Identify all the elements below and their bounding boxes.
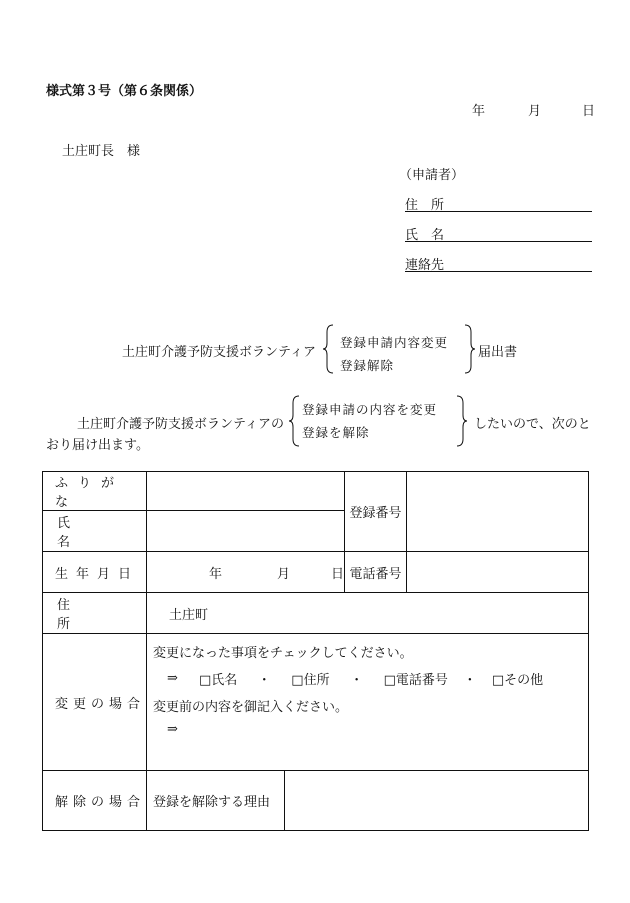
notification-table bbox=[42, 471, 589, 831]
cancel-label-cell bbox=[43, 771, 147, 831]
change-instruction: 変更になった事項をチェックしてください。 bbox=[153, 646, 413, 661]
cancel-label: 解除の場合 bbox=[55, 795, 146, 810]
address-input[interactable] bbox=[147, 593, 589, 634]
title-option-cancel: 登録解除 bbox=[340, 358, 395, 373]
body-prefix: 土庄町介護予防支援ボランティアの bbox=[77, 417, 284, 432]
change-arrow-icon: ⇒ bbox=[167, 670, 178, 686]
prev-instruction: 変更前の内容を御記入ください。 bbox=[153, 700, 349, 715]
option-separator: ・ bbox=[257, 672, 271, 688]
prev-arrow-icon: ⇒ bbox=[167, 722, 178, 737]
title-option-change: 登録申請内容変更 bbox=[340, 335, 449, 350]
dob-input[interactable] bbox=[147, 552, 345, 593]
body-line2: おり届け出ます。 bbox=[46, 438, 149, 453]
form-number: 様式第３号（第６条関係） bbox=[46, 84, 203, 99]
option-separator: ・ bbox=[463, 672, 477, 688]
applicant-heading: （申請者） bbox=[399, 168, 465, 183]
applicant-address-field[interactable] bbox=[405, 194, 592, 212]
cancel-reason-label-cell bbox=[147, 771, 285, 831]
dob-day-label: 日 bbox=[331, 567, 345, 582]
address-label: 住所 bbox=[57, 598, 113, 632]
applicant-contact-field[interactable] bbox=[405, 254, 592, 272]
title-right-brace-icon bbox=[462, 324, 476, 374]
name-label-cell bbox=[43, 511, 147, 552]
address-value: 土庄町 bbox=[169, 607, 209, 623]
dob-label: 生年月日 bbox=[55, 566, 140, 582]
reg-no-label-cell bbox=[345, 472, 407, 552]
change-option-address[interactable]: □住所 bbox=[291, 672, 330, 688]
reg-no-label: 登録番号 bbox=[349, 506, 402, 521]
phone-label-cell bbox=[345, 552, 407, 593]
applicant-name-field[interactable] bbox=[405, 224, 592, 242]
applicant-contact-label: 連絡先 bbox=[405, 258, 445, 273]
phone-input[interactable] bbox=[407, 552, 589, 593]
change-cell bbox=[147, 634, 589, 771]
change-options-row bbox=[153, 664, 588, 692]
body-option-cancel: 登録を解除 bbox=[302, 425, 370, 440]
applicant-address-label: 住 所 bbox=[405, 198, 445, 213]
change-label: 変更の場合 bbox=[55, 696, 146, 712]
title-suffix: 届出書 bbox=[478, 345, 518, 360]
applicant-name-label: 氏 名 bbox=[405, 228, 445, 243]
body-left-brace-icon bbox=[288, 395, 302, 447]
address-label-cell bbox=[43, 593, 147, 634]
furigana-label: ふりがな bbox=[55, 476, 125, 510]
change-option-other[interactable]: □その他 bbox=[491, 672, 544, 688]
dob-year-label: 年 bbox=[209, 567, 223, 582]
furigana-input[interactable] bbox=[147, 472, 345, 511]
option-separator: ・ bbox=[350, 672, 364, 688]
body-option-change: 登録申請の内容を変更 bbox=[302, 402, 438, 417]
body-right-brace-icon bbox=[454, 395, 468, 447]
furigana-label-cell bbox=[43, 472, 147, 511]
dob-month-label: 月 bbox=[277, 567, 291, 582]
change-option-phone[interactable]: □電話番号 bbox=[383, 672, 448, 688]
title-left-brace-icon bbox=[322, 324, 336, 374]
date-day-label: 日 bbox=[582, 104, 596, 119]
prev-content-input[interactable] bbox=[153, 737, 588, 761]
reg-no-input[interactable] bbox=[407, 472, 589, 552]
change-label-cell bbox=[43, 634, 147, 771]
phone-label: 電話番号 bbox=[349, 566, 402, 582]
change-option-name[interactable]: □氏名 bbox=[199, 672, 238, 688]
cancel-reason-input[interactable] bbox=[285, 771, 589, 831]
body-suffix: したいので、次のと bbox=[474, 417, 591, 432]
addressee: 土庄町長 様 bbox=[62, 144, 141, 159]
title-prefix: 土庄町介護予防支援ボランティア bbox=[122, 345, 316, 360]
dob-label-cell bbox=[43, 552, 147, 593]
date-month-label: 月 bbox=[528, 104, 542, 119]
cancel-reason-label: 登録を解除する理由 bbox=[153, 795, 271, 810]
name-input[interactable] bbox=[147, 511, 345, 552]
date-year-label: 年 bbox=[472, 104, 486, 119]
name-label: 氏名 bbox=[57, 516, 113, 550]
